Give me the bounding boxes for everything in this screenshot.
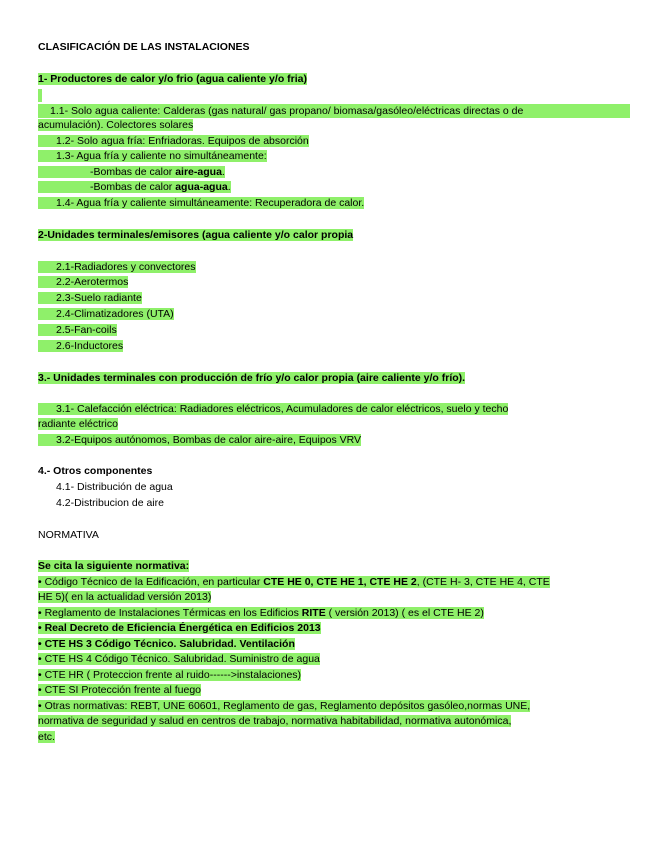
section-1-item-1: 1.1- Solo agua caliente: Calderas (gas natural/ gas propano/ biomasa/gasóleo/eléctricas directas o de bbox=[38, 104, 630, 118]
section-1-item-3a: -Bombas de calor aire-agua. bbox=[38, 166, 225, 178]
section-2-item: 2.3-Suelo radiante bbox=[38, 292, 142, 304]
section-1-item-2: 1.2- Solo agua fría: Enfriadoras. Equipos de absorción bbox=[38, 135, 309, 147]
section-3-item-2: 3.2-Equipos autónomos, Bombas de calor aire-aire, Equipos VRV bbox=[38, 434, 361, 446]
normativa-item-1-cont: HE 5)( en la actualidad versión 2013) bbox=[38, 591, 212, 603]
section-1-item-4: 1.4- Agua fría y caliente simultáneamente: Recuperadora de calor. bbox=[38, 197, 364, 209]
section-4-item-2: 4.2-Distribucion de aire bbox=[56, 497, 164, 509]
normativa-item-1: • Código Técnico de la Edificación, en particular CTE HE 0, CTE HE 1, CTE HE 2, (CTE H- 3, CTE HE 4, CTE bbox=[38, 576, 550, 588]
section-2-item: 2.5-Fan-coils bbox=[38, 324, 117, 336]
section-1-item-3b: -Bombas de calor agua-agua. bbox=[38, 181, 231, 193]
section-1-heading: 1- Productores de calor y/o frio (agua caliente y/o fria) bbox=[38, 73, 307, 85]
section-2-item: 2.6-Inductores bbox=[38, 340, 123, 352]
section-2-item: 2.1-Radiadores y convectores bbox=[38, 261, 196, 273]
section-1-item-3: 1.3- Agua fría y caliente no simultáneamente: bbox=[38, 150, 267, 162]
section-4-item-1: 4.1- Distribución de agua bbox=[56, 481, 173, 493]
section-1-item-1-cont: acumulación). Colectores solares bbox=[38, 119, 194, 131]
normativa-item-7: • CTE SI Protección frente al fuego bbox=[38, 684, 202, 696]
normativa-item-6: • CTE HR ( Proteccion frente al ruido------>instalaciones) bbox=[38, 669, 302, 681]
section-2-heading: 2-Unidades terminales/emisores (agua caliente y/o calor propia bbox=[38, 229, 354, 241]
normativa-item-8-end: etc. bbox=[38, 731, 55, 743]
section-2-item: 2.2-Aerotermos bbox=[38, 276, 128, 288]
normativa-item-8-cont: normativa de seguridad y salud en centros de trabajo, normativa habitabilidad, normativa autonómica, bbox=[38, 715, 512, 727]
normativa-title: NORMATIVA bbox=[38, 529, 99, 541]
section-3-heading: 3.- Unidades terminales con producción de frío y/o calor propia (aire caliente y/o frío). bbox=[38, 372, 466, 384]
normativa-item-5: • CTE HS 4 Código Técnico. Salubridad. Suministro de agua bbox=[38, 653, 320, 665]
normativa-item-2: • Reglamento de Instalaciones Térmicas en los Edificios RITE ( versión 2013) ( es el CTE HE 2) bbox=[38, 607, 484, 619]
section-4-heading: 4.- Otros componentes bbox=[38, 465, 153, 477]
section-2-item: 2.4-Climatizadores (UTA) bbox=[38, 308, 174, 320]
normativa-item-8: • Otras normativas: REBT, UNE 60601, Reglamento de gas, Reglamento depósitos gasóleo,normas UNE, bbox=[38, 700, 531, 712]
normativa-intro: Se cita la siguiente normativa: bbox=[38, 560, 190, 572]
normativa-item-3: • Real Decreto de Eficiencia Énergética en Edificios 2013 bbox=[38, 622, 321, 634]
highlight-marker bbox=[38, 89, 42, 102]
normativa-item-4: • CTE HS 3 Código Técnico. Salubridad. Ventilación bbox=[38, 638, 295, 650]
page-title: CLASIFICACIÓN DE LAS INSTALACIONES bbox=[38, 41, 250, 53]
section-3-item-1-cont: radiante eléctrico bbox=[38, 418, 118, 430]
section-3-item-1: 3.1- Calefacción eléctrica: Radiadores eléctricos, Acumuladores de calor eléctricos, suelo y techo bbox=[38, 403, 508, 415]
